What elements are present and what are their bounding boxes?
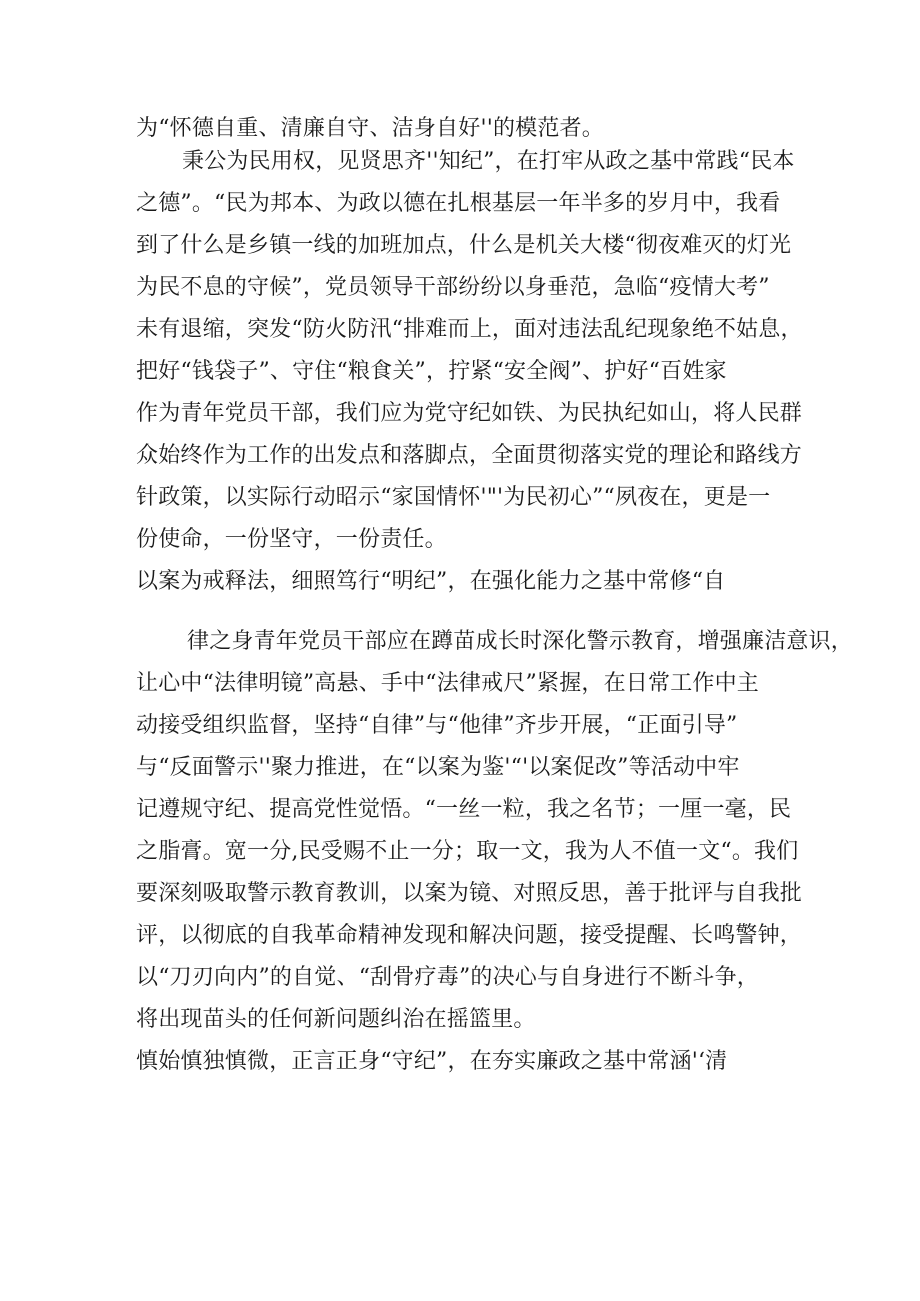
text-line: 让心中“法律明镜”高悬、手中“法律戒尺”紧握，在日常工作中主 — [136, 671, 759, 696]
text-line: 众始终作为工作的出发点和落脚点，全面贯彻落实党的理论和路线方 — [136, 443, 803, 468]
text-line: 记遵规守纪、提高党性觉悟。“一丝一粒，我之名节；一厘一毫，民 — [136, 797, 792, 822]
text-line: 份使命，一份坚守，一份责任。 — [136, 527, 447, 552]
text-line: 以“刀刃向内”的自觉、“刮骨疗毒”的决心与自身进行不断斗争， — [136, 965, 759, 990]
text-line: 把好“钱袋子”、守住“粮食关”，拧紧“安全阀”、护好“百姓家 — [136, 359, 727, 384]
text-line: 作为青年党员干部，我们应为党守纪如铁、为民执纪如山，将人民群 — [136, 401, 803, 426]
text-line: 慎始慎独慎微，正言正身“守纪”，在夯实廉政之基中常涵'‘清 — [136, 1049, 728, 1074]
text-line: 为民不息的守候”，党员领导干部纷纷以身垂范，急临“疫情大考” — [136, 275, 770, 300]
text-line: 针政策，以实际行动昭示“家国情怀'"'为民初心”“夙夜在，更是一 — [136, 485, 771, 510]
text-line: 到了什么是乡镇一线的加班加点，什么是机关大楼“彻夜难灭的灯光 — [136, 233, 792, 258]
text-line: 评，以彻底的自我革命精神发现和解决问题，接受提醒、长鸣警钟， — [136, 923, 803, 948]
text-line: 律之身青年党员干部应在蹲苗成长时深化警示教育，增强廉洁意识， — [187, 629, 854, 654]
text-line: 未有退缩，突发“防火防汛“排难而上，面对违法乱纪现象绝不姑息， — [136, 317, 803, 342]
text-line: 动接受组织监督，坚持“自律”与“他律”齐步开展，“正面引导” — [136, 713, 738, 738]
text-line: 之脂膏。宽一分,民受赐不止一分；取一文，我为人不值一文“。我们 — [136, 839, 799, 864]
text-line: 要深刻吸取警示教育教训，以案为镜、对照反思，善于批评与自我批 — [136, 881, 803, 906]
text-line: 以案为戒释法，细照笃行“明纪”，在强化能力之基中常修“自 — [136, 569, 726, 594]
text-line: 秉公为民用权，见贤思齐''知纪”，在打牢从政之基中常践“民本 — [182, 149, 795, 174]
text-line: 将出现苗头的任何新问题纠治在摇篮里。 — [136, 1007, 536, 1032]
text-line: 与“反面警示''聚力推进，在“以案为鉴'“'以案促改”等活动中牢 — [136, 755, 740, 780]
text-line: 为“怀德自重、清廉自守、洁身自好''的模范者。 — [136, 116, 604, 141]
text-line: 之德”。“民为邦本、为政以德在扎根基层一年半多的岁月中，我看 — [136, 191, 781, 216]
